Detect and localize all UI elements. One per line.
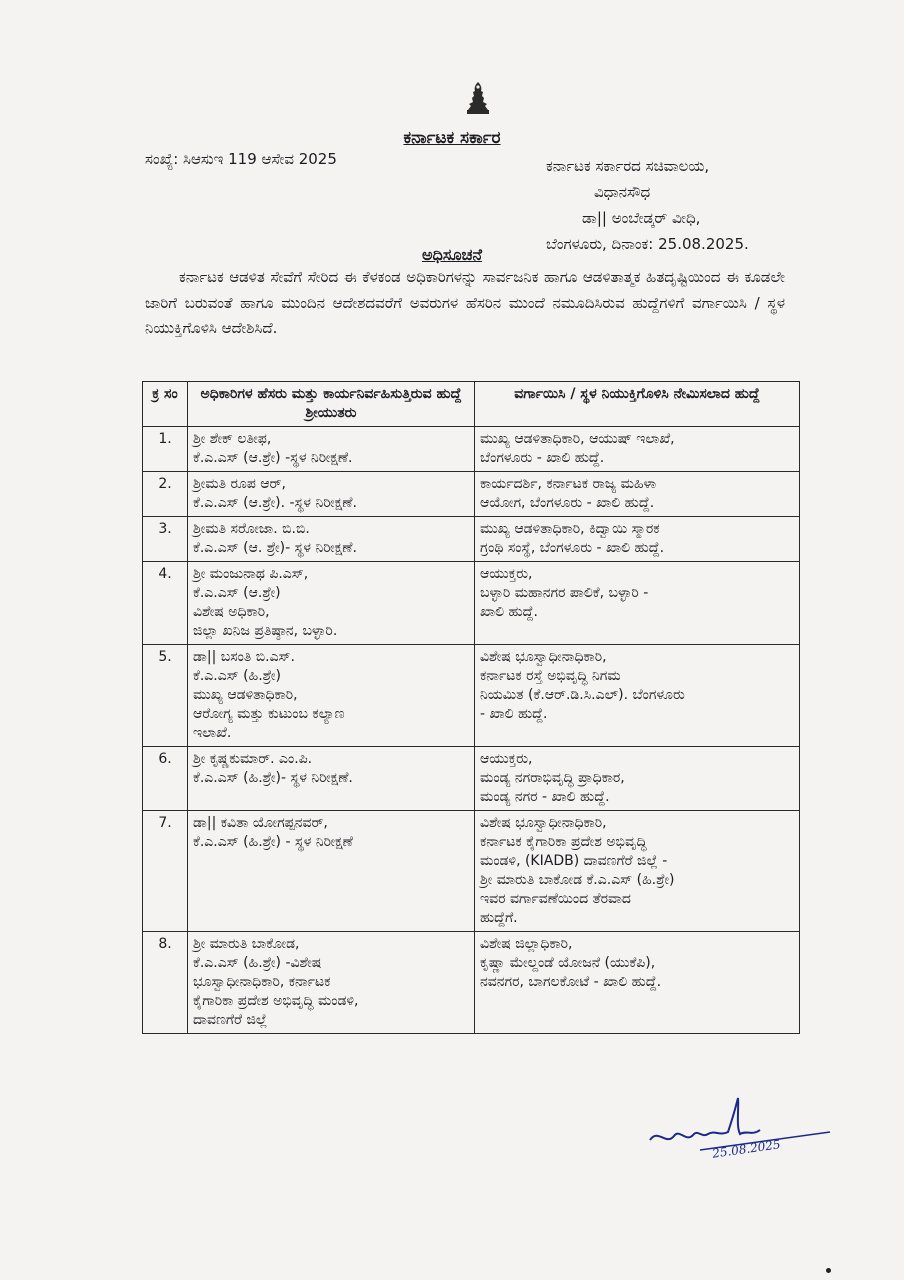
post-line: ವಿಶೇಷ ಭೂಸ್ವಾಧೀನಾಧಿಕಾರಿ, bbox=[480, 815, 607, 831]
officer-line: ಕೆ.ಎ.ಎಸ್ (ಹಿ.ಶ್ರೇ) bbox=[193, 668, 282, 684]
officer-line: ಕೆ.ಎ.ಎಸ್ (ಆ. ಶ್ರೇ)- ಸ್ಥಳ ನಿರೀಕ್ಷಣೆ. bbox=[193, 540, 357, 556]
header-officer bbox=[188, 382, 475, 427]
table-row bbox=[143, 747, 800, 811]
table-row bbox=[143, 562, 800, 645]
post-line: ಬೆಂಗಳೂರು - ಖಾಲಿ ಹುದ್ದೆ. bbox=[480, 450, 605, 466]
post-line: ಕರ್ನಾಟಕ ಕೈಗಾರಿಕಾ ಪ್ರದೇಶ ಅಭಿವೃದ್ಧಿ bbox=[480, 834, 647, 850]
post-line: ಕರ್ನಾಟಕ ರಸ್ತೆ ಅಭಿವೃದ್ಧಿ ನಿಗಮ bbox=[480, 668, 621, 684]
address-line: ಕರ್ನಾಟಕ ಸರ್ಕಾರದ ಸಚಿವಾಲಯ, bbox=[546, 157, 710, 175]
row-serial: 4. bbox=[143, 562, 188, 645]
row-new-post bbox=[475, 517, 800, 562]
row-serial: 8. bbox=[143, 932, 188, 1034]
officer-line: ಕೆ.ಎ.ಎಸ್ (ಹಿ.ಶ್ರೇ) - ಸ್ಥಳ ನಿರೀಕ್ಷಣೆ bbox=[193, 834, 353, 850]
officer-line: ಶ್ರೀ ಶೇಕ್ ಲತೀಫ, bbox=[193, 431, 272, 447]
row-serial: 5. bbox=[143, 645, 188, 747]
officer-line: ಶ್ರೀಮತಿ ಸರೋಜಾ. ಬಿ.ಬಿ. bbox=[193, 521, 310, 537]
officer-line: ಶ್ರೀ ಮಾರುತಿ ಬಾಕೋಡ, bbox=[193, 936, 300, 952]
table-row bbox=[143, 427, 800, 472]
header-post: ವರ್ಗಾಯಿಸಿ / ಸ್ಥಳ ನಿಯುಕ್ತಿಗೊಳಿಸಿ ನೇಮಿಸಲಾದ ಹುದ್ದೆ bbox=[475, 382, 800, 427]
officer-line: ಡಾ|| ಕವಿತಾ ಯೋಗಪ್ಪನವರ್, bbox=[193, 815, 328, 831]
notification-body: ಕರ್ನಾಟಕ ಆಡಳಿತ ಸೇವೆಗೆ ಸೇರಿದ ಈ ಕೆಳಕಂಡ ಅಧಿಕಾರಿಗಳನ್ನು ಸಾರ್ವಜನಿಕ ಹಾಗೂ ಆಡಳಿತಾತ್ಮಕ ಹಿತದೃಷ್ಟಿಯಿಂದ ಈ ಕೂಡಲೇ ಜಾರಿಗೆ ಬರುವಂತೆ ಹಾಗೂ ಮುಂದಿನ ಆದೇಶದವರೆಗೆ ಅವರುಗಳ ಹೆಸರಿನ ಮುಂದೆ ನಮೂದಿಸಿರುವ ಹುದ್ದೆಗಳಿಗೆ ವರ್ಗಾಯಿಸಿ / ಸ್ಥಳ ನಿಯುಕ್ತಿಗೊಳಿಸಿ ಆದೇಶಿಸಿದೆ. bbox=[145, 268, 785, 337]
table-header-row bbox=[143, 382, 800, 427]
address-line-date: ಬೆಂಗಳೂರು, ದಿನಾಂಕ: 25.08.2025. bbox=[546, 235, 749, 253]
table-row bbox=[143, 645, 800, 747]
row-officer bbox=[188, 932, 475, 1034]
post-line: ಆಯುಕ್ತರು, bbox=[480, 566, 533, 582]
post-line: ಆಯುಕ್ತರು, bbox=[480, 751, 533, 767]
post-line: ಮುಖ್ಯ ಆಡಳಿತಾಧಿಕಾರಿ, ಆಯುಷ್ ಇಲಾಖೆ, bbox=[480, 431, 675, 447]
scan-dot bbox=[826, 1268, 831, 1273]
row-new-post bbox=[475, 562, 800, 645]
row-officer bbox=[188, 562, 475, 645]
row-serial: 2. bbox=[143, 472, 188, 517]
officer-line: ಶ್ರೀ ಕೃಷ್ಣಕುಮಾರ್. ಎಂ.ಪಿ. bbox=[193, 751, 313, 767]
row-officer bbox=[188, 747, 475, 811]
government-title: ಕರ್ನಾಟಕ ಸರ್ಕಾರ bbox=[403, 128, 501, 148]
row-officer bbox=[188, 427, 475, 472]
table-row bbox=[143, 811, 800, 932]
row-officer bbox=[188, 811, 475, 932]
officer-line: ಕೆ.ಎ.ಎಸ್ (ಆ.ಶ್ರೇ). -ಸ್ಥಳ ನಿರೀಕ್ಷಣೆ. bbox=[193, 495, 357, 511]
post-line: ಮುಖ್ಯ ಆಡಳಿತಾಧಿಕಾರಿ, ಕಿದ್ವಾಯಿ ಸ್ಮಾರಕ bbox=[480, 521, 660, 537]
post-line: ಆಯೋಗ, ಬೆಂಗಳೂರು - ಖಾಲಿ ಹುದ್ದೆ. bbox=[480, 495, 655, 511]
row-serial: 1. bbox=[143, 427, 188, 472]
officer-line: ಮುಖ್ಯ ಆಡಳಿತಾಧಿಕಾರಿ, bbox=[193, 687, 298, 703]
officer-line: ಇಲಾಖೆ. bbox=[193, 725, 232, 741]
row-officer bbox=[188, 645, 475, 747]
post-line: - ಖಾಲಿ ಹುದ್ದೆ. bbox=[480, 706, 548, 722]
header-officer-label: ಅಧಿಕಾರಿಗಳ ಹೆಸರು ಮತ್ತು ಕಾರ್ಯನಿರ್ವಹಿಸುತ್ತಿರುವ ಹುದ್ದೆ bbox=[200, 386, 462, 402]
notification-title: ಅಧಿಸೂಚನೆ bbox=[421, 245, 483, 264]
row-new-post bbox=[475, 932, 800, 1034]
address-line: ಡಾ|| ಅಂಬೇಡ್ಕರ್ ವೀಧಿ, bbox=[582, 209, 701, 227]
officer-line: ಆರೋಗ್ಯ ಮತ್ತು ಕುಟುಂಬ ಕಲ್ಯಾಣ bbox=[193, 706, 345, 722]
row-officer bbox=[188, 472, 475, 517]
post-line: ಬಳ್ಳಾರಿ ಮಹಾನಗರ ಪಾಲಿಕೆ, ಬಳ್ಳಾರಿ - bbox=[480, 585, 649, 601]
post-line: ನಿಯಮಿತ (ಕೆ.ಆರ್.ಡಿ.ಸಿ.ಎಲ್). ಬೆಂಗಳೂರು bbox=[480, 687, 685, 703]
header-serial: ಕ್ರ ಸಂ bbox=[143, 382, 188, 427]
row-new-post bbox=[475, 645, 800, 747]
row-serial: 3. bbox=[143, 517, 188, 562]
table-row bbox=[143, 472, 800, 517]
post-line: ಶ್ರೀ ಮಾರುತಿ ಬಾಕೋಡ ಕೆ.ಎ.ಎಸ್ (ಹಿ.ಶ್ರೇ) bbox=[480, 872, 675, 888]
officer-line: ದಾವಣಗೆರೆ ಜಿಲ್ಲೆ bbox=[193, 1012, 268, 1028]
officer-line: ವಿಶೇಷ ಅಧಿಕಾರಿ, bbox=[193, 604, 270, 620]
post-line: ಮಂಡಳಿ, (KIADB) ದಾವಣಗೆರೆ ಜಿಲ್ಲೆ - bbox=[480, 853, 668, 869]
officer-line: ಶ್ರೀ ಮಂಜುನಾಥ ಪಿ.ಎಸ್, bbox=[193, 566, 309, 582]
header-officer-sub: ಶ್ರೀಯುತರು bbox=[305, 405, 357, 421]
row-new-post bbox=[475, 811, 800, 932]
post-line: ಹುದ್ದೆಗೆ. bbox=[480, 910, 518, 926]
post-line: ವಿಶೇಷ ಭೂಸ್ವಾಧೀನಾಧಿಕಾರಿ, bbox=[480, 649, 607, 665]
officer-line: ಕೆ.ಎ.ಎಸ್ (ಆ.ಶ್ರೇ) -ಸ್ಥಳ ನಿರೀಕ್ಷಣೆ. bbox=[193, 450, 353, 466]
table-row bbox=[143, 932, 800, 1034]
officer-line: ಕೆ.ಎ.ಎಸ್ (ಆ.ಶ್ರೇ) bbox=[193, 585, 281, 601]
officer-line: ಕೈಗಾರಿಕಾ ಪ್ರದೇಶ ಅಭಿವೃದ್ಧಿ ಮಂಡಳಿ, bbox=[193, 993, 359, 1009]
row-new-post bbox=[475, 747, 800, 811]
post-line: ವಿಶೇಷ ಜಿಲ್ಲಾಧಿಕಾರಿ, bbox=[480, 936, 573, 952]
post-line: ಕೃಷ್ಣಾ ಮೇಲ್ದಂಡೆ ಯೋಜನೆ (ಯುಕೆಪಿ), bbox=[480, 955, 656, 971]
reference-number: ಸಂಖ್ಯೆ: ಸಿಆಸುಇ 119 ಆಸೇವ 2025 bbox=[145, 150, 337, 168]
post-line: ನವನಗರ, ಬಾಗಲಕೋಟೆ - ಖಾಲಿ ಹುದ್ದೆ. bbox=[480, 974, 662, 990]
row-officer bbox=[188, 517, 475, 562]
post-line: ಗ್ರಂಥಿ ಸಂಸ್ಥೆ, ಬೆಂಗಳೂರು - ಖಾಲಿ ಹುದ್ದೆ. bbox=[480, 540, 665, 556]
officer-line: ಶ್ರೀಮತಿ ರೂಪ ಆರ್, bbox=[193, 476, 286, 492]
row-serial: 6. bbox=[143, 747, 188, 811]
post-line: ಮಂಡ್ಯ ನಗರ - ಖಾಲಿ ಹುದ್ದೆ. bbox=[480, 789, 610, 805]
table-row bbox=[143, 517, 800, 562]
officer-line: ಜಿಲ್ಲಾ ಖನಿಜ ಪ್ರತಿಷ್ಠಾನ, ಬಳ್ಳಾರಿ. bbox=[193, 623, 338, 639]
transfer-table bbox=[142, 381, 800, 1034]
state-emblem-icon bbox=[462, 80, 494, 116]
officer-line: ಕೆ.ಎ.ಎಸ್ (ಹಿ.ಶ್ರೇ) -ವಿಶೇಷ bbox=[193, 955, 322, 971]
post-line: ಇವರ ವರ್ಗಾವಣೆಯಿಂದ ತೆರವಾದ bbox=[480, 891, 631, 907]
post-line: ಖಾಲಿ ಹುದ್ದೆ. bbox=[480, 604, 538, 620]
officer-line: ಭೂಸ್ವಾಧೀನಾಧಿಕಾರಿ, ಕರ್ನಾಟಕ bbox=[193, 974, 331, 990]
row-serial: 7. bbox=[143, 811, 188, 932]
office-address bbox=[546, 153, 816, 257]
officer-line: ಡಾ|| ಬಸಂತಿ ಬಿ.ಎಸ್. bbox=[193, 649, 295, 665]
post-line: ಮಂಡ್ಯ ನಗರಾಭಿವೃದ್ಧಿ ಪ್ರಾಧಿಕಾರ, bbox=[480, 770, 625, 786]
row-new-post bbox=[475, 472, 800, 517]
table-body bbox=[143, 427, 800, 1034]
row-new-post bbox=[475, 427, 800, 472]
post-line: ಕಾರ್ಯದರ್ಶಿ, ಕರ್ನಾಟಕ ರಾಜ್ಯ ಮಹಿಳಾ bbox=[480, 476, 657, 492]
officer-line: ಕೆ.ಎ.ಎಸ್ (ಹಿ.ಶ್ರೇ)- ಸ್ಥಳ ನಿರೀಕ್ಷಣೆ. bbox=[193, 770, 353, 786]
address-line: ವಿಧಾನಸೌಧ bbox=[594, 183, 651, 201]
signature-date: 25.08.2025 bbox=[711, 1137, 782, 1161]
